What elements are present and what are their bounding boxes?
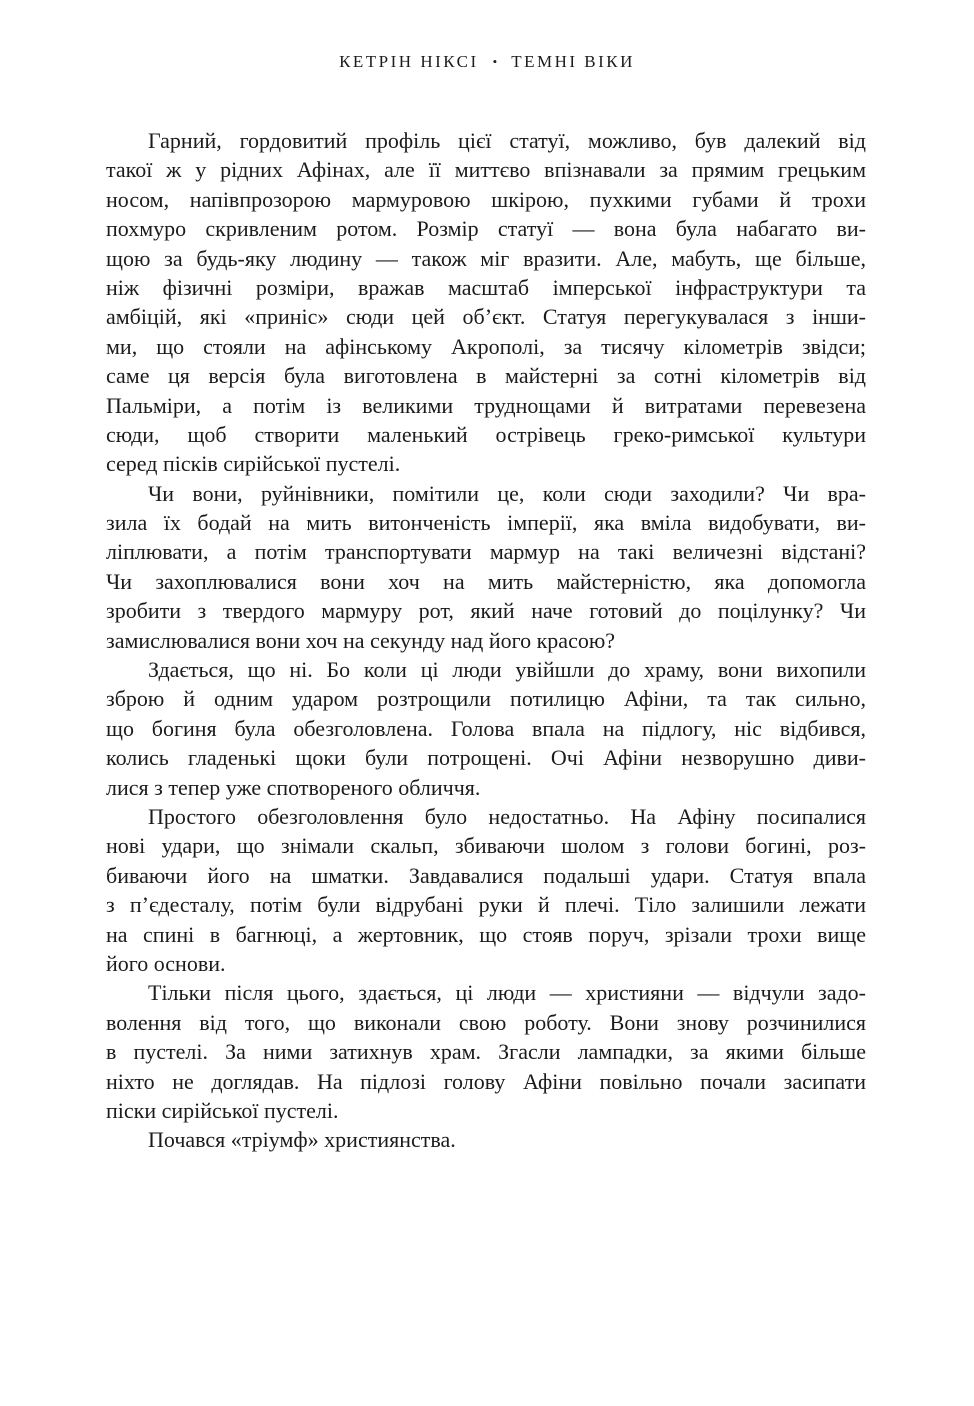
paragraph — [106, 802, 866, 978]
text-line: ніж фізичні розміри, вражав масштаб імперської інфраструктури та — [106, 274, 866, 300]
text-line: щою за будь-яку людину — також міг вразити. Але, мабуть, ще більше, — [106, 245, 866, 271]
text-line: серед пісків сирійської пустелі. — [106, 451, 401, 477]
book-title: ТЕМНІ ВІКИ — [511, 52, 635, 71]
text-line: зила їх бодай на мить витонченість імперії, яка вміла видобувати, ви- — [106, 510, 866, 536]
text-line: лися з тепер уже спотвореного обличчя. — [106, 774, 481, 800]
text-line: сюди, щоб створити маленький острівець греко-римської культури — [106, 421, 866, 447]
text-line: Гарний, гордовитий профіль цієї статуї, можливо, був далекий від — [148, 128, 866, 153]
separator-dot-icon: • — [492, 54, 498, 69]
paragraph — [106, 479, 866, 655]
text-line: такої ж у рідних Афінах, але її миттєво впізнавали за прямим грецьким — [106, 157, 866, 183]
text-line: що богиня була обезголовлена. Голова впала на підлогу, ніс відбився, — [106, 715, 866, 741]
text-line: носом, напівпрозорою мармуровою шкірою, пухкими губами й трохи — [106, 186, 866, 212]
paragraph — [106, 655, 866, 802]
text-line: амбіцій, які «приніс» сюди цей об’єкт. Статуя перегукувалася з інши- — [106, 304, 866, 330]
text-line: ми, що стояли на афінському Акрополі, за тисячу кілометрів звідси; — [106, 333, 866, 359]
text-line: нові удари, що знімали скальп, збиваючи шолом з голови богині, роз- — [106, 833, 866, 859]
paragraph — [106, 126, 866, 479]
text-line: замислювалися вони хоч на секунду над його красою? — [106, 627, 616, 653]
paragraph — [106, 978, 866, 1125]
text-line: биваючи його на шматки. Завдавалися подальші удари. Статуя впала — [106, 862, 866, 888]
text-line: колись гладенькі щоки були потрощені. Очі Афіни незворушно диви- — [106, 745, 866, 771]
text-line: похмуро скривленим ротом. Розмір статуї — вона була набагато ви- — [106, 216, 866, 242]
author-name: КЕТРІН НІКСІ — [339, 52, 479, 71]
paragraph — [106, 1125, 866, 1154]
text-line: Пальміри, а потім із великими труднощами й витратами перевезена — [106, 392, 866, 418]
text-line: Простого обезголовлення було недостатньо. На Афіну посипалися — [148, 803, 866, 829]
text-line: Здається, що ні. Бо коли ці люди увійшли до храму, вони вихопили — [148, 657, 866, 683]
text-line: з п’єдесталу, потім були відрубані руки й плечі. Тіло залишили лежати — [106, 892, 866, 918]
running-header — [0, 52, 974, 72]
text-line: ліплювати, а потім транспортувати мармур на такі величезні відстані? — [106, 539, 866, 565]
text-line: на спині в багнюці, а жертовник, що стояв поруч, зрізали трохи вище — [106, 921, 866, 947]
text-line: в пустелі. За ними затихнув храм. Згасли лампадки, за якими більше — [106, 1039, 866, 1065]
text-line: Тільки після цього, здається, ці люди — християни — відчули задо- — [148, 980, 866, 1006]
text-line: волення від того, що виконали свою роботу. Вони знову розчинилися — [106, 1009, 866, 1035]
text-line: саме ця версія була виготовлена в майстерні за сотні кілометрів від — [106, 363, 866, 389]
text-line: зробити з твердого мармуру рот, який наче готовий до поцілунку? Чи — [106, 598, 866, 624]
text-line: зброю й одним ударом розтрощили потилицю Афіни, та так сильно, — [106, 686, 866, 712]
text-line: Почався «тріумф» християнства. — [148, 1127, 456, 1153]
text-line: ніхто не доглядав. На підлозі голову Афіни повільно почали засипати — [106, 1068, 866, 1094]
page-body — [106, 126, 866, 1155]
text-line: піски сирійської пустелі. — [106, 1097, 339, 1123]
text-line: Чи захоплювалися вони хоч на мить майстерністю, яка допомогла — [106, 568, 866, 594]
text-line: Чи вони, руйнівники, помітили це, коли сюди заходили? Чи вра- — [148, 480, 866, 506]
text-line: його основи. — [106, 950, 226, 976]
